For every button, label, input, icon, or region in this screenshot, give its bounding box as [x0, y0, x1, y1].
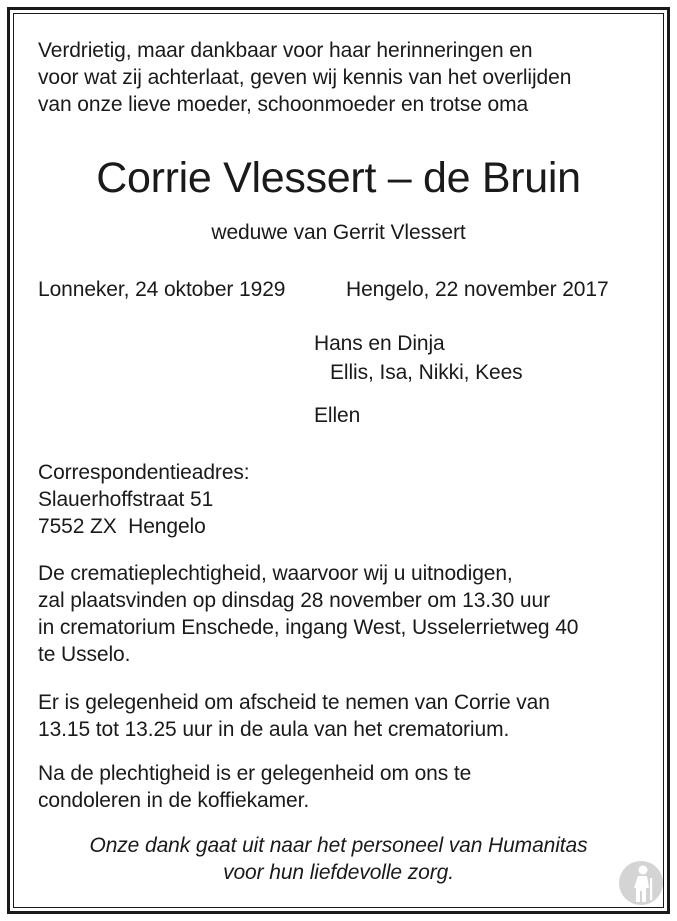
farewell-line: Er is gelegenheid om afscheid te nemen van Corrie van [38, 691, 550, 714]
intro-line: Verdrietig, maar dankbaar voor haar herinneringen en [38, 39, 533, 62]
condolence-line: Na de plechtigheid is er gelegenheid om ons te [38, 762, 472, 785]
address-line: Correspondentieadres: [38, 461, 250, 484]
farewell-line: 13.15 tot 13.25 uur in de aula van het crematorium. [38, 718, 510, 741]
farewell-text [38, 689, 550, 743]
ceremony-line: in crematorium Enschede, ingang West, Usselerrietweg 40 [38, 616, 579, 639]
intro-line: voor wat zij achterlaat, geven wij kennis van het overlijden [38, 66, 572, 89]
family-grandchildren: Ellis, Isa, Nikki, Kees [330, 361, 523, 384]
condolence-line: condoleren in de koffiekamer. [38, 789, 310, 812]
address-line: 7552 ZX Hengelo [38, 515, 206, 538]
condolence-text [38, 760, 471, 814]
intro-line: van onze lieve moeder, schoonmoeder en trotse oma [38, 93, 529, 116]
ceremony-line: te Usselo. [38, 643, 131, 666]
widow-of: weduwe van Gerrit Vlessert [211, 221, 466, 244]
intro-text [38, 37, 571, 118]
ceremony-line: zal plaatsvinden op dinsdag 28 november om 13.30 uur [38, 589, 550, 612]
address-line: Slauerhoffstraat 51 [38, 488, 214, 511]
ceremony-line: De crematieplechtigheid, waarvoor wij u uitnodigen, [38, 562, 513, 585]
person-silhouette-icon [616, 858, 666, 908]
correspondence-address [38, 459, 250, 540]
birth-place-date: Lonneker, 24 oktober 1929 [38, 278, 286, 301]
deceased-name: Corrie Vlessert – de Bruin [96, 154, 581, 202]
family-line: Hans en Dinja [314, 332, 445, 355]
thanks-text [0, 832, 677, 886]
family-line: Ellen [314, 404, 361, 427]
thanks-line: Onze dank gaat uit naar het personeel van Humanitas [89, 834, 588, 857]
ceremony-text [38, 560, 578, 668]
thanks-line: voor hun liefdevolle zorg. [223, 861, 454, 884]
death-place-date: Hengelo, 22 november 2017 [346, 278, 609, 301]
